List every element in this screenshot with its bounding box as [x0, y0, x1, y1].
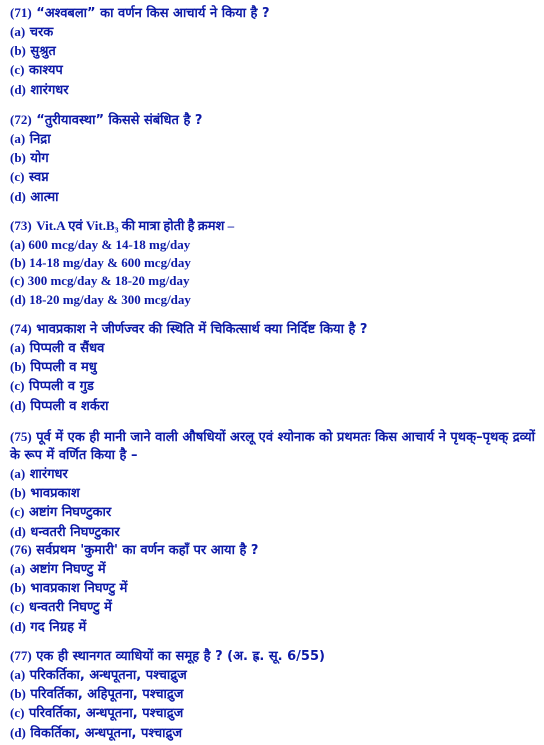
- option-d: [10, 291, 540, 309]
- option-text: विकर्तिका, अन्धपूतना, पश्चाद्रुज: [30, 725, 183, 741]
- question-stem: एक ही स्थानगत व्याधियों का समूह है ? (अ. ह्र. सू. 6/55): [36, 649, 325, 664]
- option-label: (d): [10, 523, 26, 539]
- option-a: [10, 339, 540, 358]
- option-label: (d): [10, 397, 26, 413]
- option-text: निद्रा: [29, 132, 51, 147]
- question-stem: “अश्वबला” का वर्णन किस आचार्य ने किया है ?: [36, 6, 270, 21]
- option-d: [10, 188, 540, 207]
- option-a: [10, 130, 540, 149]
- option-text: काश्यप: [28, 63, 63, 79]
- question-text: [10, 4, 540, 23]
- option-text: आत्मा: [30, 189, 59, 205]
- option-label: (a): [10, 667, 26, 682]
- option-c: [10, 272, 540, 290]
- question-text: [10, 217, 540, 236]
- question-stem: सर्वप्रथम 'कुमारी' का वर्णन कहाँ पर आया है ?: [36, 543, 259, 558]
- option-a: [10, 236, 540, 254]
- option-label: (c): [10, 599, 25, 615]
- option-text: पिप्पली व शर्करा: [30, 398, 109, 414]
- question-text: [10, 320, 540, 339]
- question-block-71: [10, 4, 540, 100]
- option-text: 14-18 mg/day & 600 mcg/day: [29, 255, 191, 271]
- option-c: [10, 598, 540, 617]
- option-a: [10, 666, 540, 685]
- question-stem: “तुरीयावस्था” किससे संबंधित है ?: [36, 113, 203, 128]
- option-text: धन्वतरी निघण्टु में: [28, 600, 112, 616]
- option-label: (a): [10, 24, 26, 39]
- question-stem: भावप्रकाश ने जीर्णज्वर की स्थिति में चिकित्सार्थ क्या निर्दिष्ट किया है ?: [36, 322, 368, 337]
- option-text: परिवर्तिका, अन्धपूतना, पश्चाद्रुज: [28, 706, 184, 722]
- option-text: भावप्रकाश निघण्टु में: [30, 581, 128, 597]
- option-label: (d): [10, 291, 26, 307]
- option-b: [10, 685, 540, 704]
- option-text: योग: [30, 151, 49, 167]
- option-label: (a): [10, 561, 26, 576]
- option-label: (b): [10, 255, 26, 271]
- option-text: स्वप्न: [28, 170, 49, 186]
- question-block-77: [10, 647, 540, 743]
- option-b: [10, 358, 540, 377]
- question-number: (73): [10, 218, 32, 233]
- option-text: अष्टांग निघण्टुकार: [28, 505, 112, 521]
- option-text: धन्वतरी निघण्टुकार: [30, 524, 120, 540]
- question-block-74: [10, 320, 540, 416]
- option-c: [10, 168, 540, 187]
- option-label: (c): [10, 62, 25, 78]
- option-label: (c): [10, 273, 25, 289]
- option-text: चरक: [29, 25, 54, 40]
- option-label: (d): [10, 188, 26, 204]
- option-c: [10, 503, 540, 522]
- question-number: (76): [10, 542, 32, 557]
- option-label: (c): [10, 705, 25, 721]
- option-text: अष्टांग निघण्टु में: [29, 562, 106, 577]
- option-label: (d): [10, 724, 26, 740]
- question-stem: Vit.A एवं Vit.B₃ की मात्रा होती है क्रमश –: [36, 218, 235, 233]
- option-text: भावप्रकाश: [30, 486, 80, 502]
- option-label: (b): [10, 580, 26, 596]
- option-label: (b): [10, 43, 26, 59]
- option-label: (c): [10, 504, 25, 520]
- option-text: 18-20 mg/day & 300 mcg/day: [29, 291, 191, 307]
- question-text: [10, 111, 540, 130]
- option-text: पिप्पली व सैंधव: [29, 341, 105, 356]
- option-text: शारंगधर: [30, 82, 69, 98]
- option-text: गद निग्रह में: [30, 619, 87, 635]
- question-text: [10, 647, 540, 666]
- question-block-76: [10, 541, 540, 637]
- option-text: 300 mcg/day & 18-20 mg/day: [27, 273, 190, 289]
- question-block-72: [10, 111, 540, 207]
- option-label: (a): [10, 340, 26, 355]
- option-label: (b): [10, 150, 26, 166]
- question-block-73: [10, 217, 540, 309]
- option-a: [10, 560, 540, 579]
- option-label: (b): [10, 686, 26, 702]
- option-label: (b): [10, 359, 26, 375]
- option-text: पिप्पली व गुड: [28, 379, 94, 395]
- option-b: [10, 484, 540, 503]
- question-block-75: [10, 428, 540, 542]
- option-text: सुश्रुत: [30, 44, 56, 60]
- option-label: (d): [10, 81, 26, 97]
- option-text: 600 mcg/day & 14-18 mg/day: [28, 237, 191, 252]
- question-number: (75): [10, 429, 32, 444]
- option-d: [10, 81, 540, 100]
- question-text: [10, 428, 540, 465]
- option-d: [10, 724, 540, 743]
- option-label: (a): [10, 131, 26, 146]
- option-b: [10, 149, 540, 168]
- option-label: (c): [10, 378, 25, 394]
- option-text: परिवर्तिका, अहिपूतना, पश्चाद्रुज: [30, 687, 184, 703]
- option-label: (a): [10, 237, 26, 252]
- option-text: शारंगधर: [29, 467, 68, 482]
- option-b: [10, 254, 540, 272]
- option-c: [10, 704, 540, 723]
- option-a: [10, 23, 540, 42]
- option-d: [10, 397, 540, 416]
- option-a: [10, 465, 540, 484]
- question-stem: पूर्व में एक ही मानी जाने वाली औषधियों अरलू एवं श्योनाक को प्रथमतः किस आचार्य ने पृथक्–पृथक् द्रव्यों के रूप में वर्णित किया है –: [10, 430, 536, 463]
- option-d: [10, 523, 540, 542]
- option-label: (c): [10, 169, 25, 185]
- question-number: (77): [10, 648, 32, 663]
- option-label: (a): [10, 466, 26, 481]
- question-number: (72): [10, 112, 32, 127]
- option-label: (d): [10, 618, 26, 634]
- question-number: (74): [10, 321, 32, 336]
- question-text: [10, 541, 540, 560]
- option-d: [10, 618, 540, 637]
- option-text: परिकर्तिका, अन्धपूतना, पश्चाद्रुज: [29, 668, 187, 683]
- option-c: [10, 61, 540, 80]
- option-text: पिप्पली व मधु: [30, 360, 97, 376]
- option-b: [10, 42, 540, 61]
- option-b: [10, 579, 540, 598]
- option-label: (b): [10, 485, 26, 501]
- option-c: [10, 377, 540, 396]
- question-number: (71): [10, 5, 32, 20]
